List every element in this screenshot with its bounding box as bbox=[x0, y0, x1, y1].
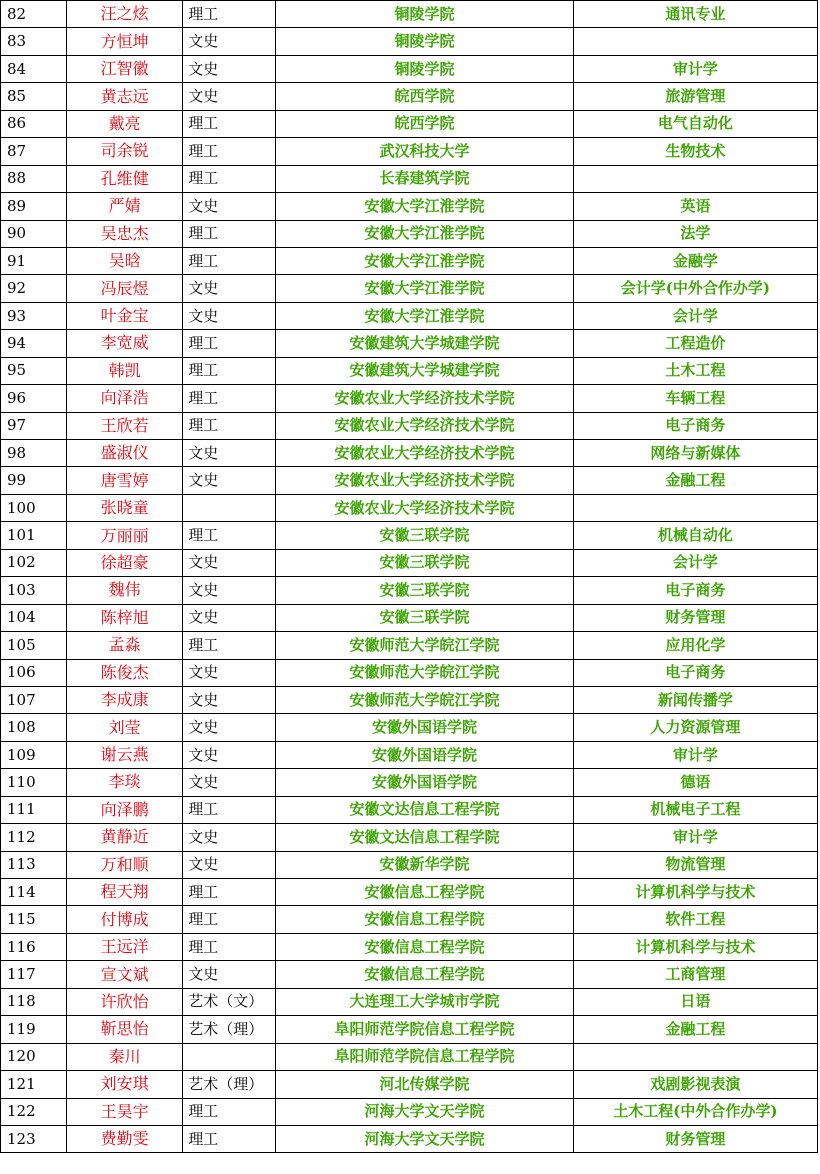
row-number-cell: 109 bbox=[1, 741, 67, 768]
subject-category-cell: 文史 bbox=[183, 769, 276, 796]
student-name-cell: 汪之炫 bbox=[67, 1, 183, 28]
admitted-school-cell: 安徽建筑大学城建学院 bbox=[276, 357, 573, 384]
subject-category-cell bbox=[183, 494, 276, 521]
admitted-school-cell: 安徽大学江淮学院 bbox=[276, 193, 573, 220]
student-name-cell: 费勤雯 bbox=[67, 1125, 183, 1152]
row-number-cell: 93 bbox=[1, 302, 67, 329]
row-number-cell: 88 bbox=[1, 165, 67, 192]
row-number-cell: 104 bbox=[1, 604, 67, 631]
table-row bbox=[1, 632, 818, 659]
admitted-school-cell: 安徽三联学院 bbox=[276, 604, 573, 631]
student-name-cell: 付博成 bbox=[67, 906, 183, 933]
table-row bbox=[1, 494, 818, 521]
admitted-major-cell: 电子商务 bbox=[573, 577, 817, 604]
student-name-cell: 司余锐 bbox=[67, 138, 183, 165]
row-number-cell: 106 bbox=[1, 659, 67, 686]
table-row bbox=[1, 275, 818, 302]
subject-category-cell: 理工 bbox=[183, 522, 276, 549]
row-number-cell: 101 bbox=[1, 522, 67, 549]
row-number-cell: 87 bbox=[1, 138, 67, 165]
subject-category-cell: 艺术（文） bbox=[183, 988, 276, 1015]
subject-category-cell: 理工 bbox=[183, 1098, 276, 1125]
subject-category-cell: 理工 bbox=[183, 632, 276, 659]
admitted-school-cell: 安徽文达信息工程学院 bbox=[276, 796, 573, 823]
admitted-school-cell: 安徽信息工程学院 bbox=[276, 906, 573, 933]
student-name-cell: 谢云燕 bbox=[67, 741, 183, 768]
table-row bbox=[1, 440, 818, 467]
row-number-cell: 84 bbox=[1, 55, 67, 82]
admitted-school-cell: 安徽农业大学经济技术学院 bbox=[276, 494, 573, 521]
row-number-cell: 114 bbox=[1, 879, 67, 906]
row-number-cell: 122 bbox=[1, 1098, 67, 1125]
student-name-cell: 吴晗 bbox=[67, 247, 183, 274]
table-row bbox=[1, 824, 818, 851]
student-name-cell: 盛淑仪 bbox=[67, 440, 183, 467]
row-number-cell: 96 bbox=[1, 385, 67, 412]
admitted-major-cell: 金融工程 bbox=[573, 1016, 817, 1043]
subject-category-cell: 文史 bbox=[183, 302, 276, 329]
admitted-major-cell: 旅游管理 bbox=[573, 83, 817, 110]
admitted-major-cell: 法学 bbox=[573, 220, 817, 247]
table-row bbox=[1, 906, 818, 933]
admitted-major-cell: 土木工程 bbox=[573, 357, 817, 384]
admitted-major-cell: 机械电子工程 bbox=[573, 796, 817, 823]
admitted-major-cell: 金融学 bbox=[573, 247, 817, 274]
admitted-major-cell: 审计学 bbox=[573, 824, 817, 851]
admitted-major-cell: 新闻传播学 bbox=[573, 686, 817, 713]
student-name-cell: 王欣若 bbox=[67, 412, 183, 439]
subject-category-cell: 理工 bbox=[183, 330, 276, 357]
row-number-cell: 119 bbox=[1, 1016, 67, 1043]
subject-category-cell: 理工 bbox=[183, 879, 276, 906]
admitted-school-cell: 安徽三联学院 bbox=[276, 522, 573, 549]
subject-category-cell: 理工 bbox=[183, 1125, 276, 1152]
admitted-major-cell: 土木工程(中外合作办学) bbox=[573, 1098, 817, 1125]
student-name-cell: 万丽丽 bbox=[67, 522, 183, 549]
student-name-cell: 李琰 bbox=[67, 769, 183, 796]
admitted-major-cell: 会计学(中外合作办学) bbox=[573, 275, 817, 302]
row-number-cell: 108 bbox=[1, 714, 67, 741]
row-number-cell: 92 bbox=[1, 275, 67, 302]
admitted-school-cell: 安徽建筑大学城建学院 bbox=[276, 330, 573, 357]
admitted-school-cell: 安徽大学江淮学院 bbox=[276, 247, 573, 274]
admitted-major-cell: 软件工程 bbox=[573, 906, 817, 933]
admitted-school-cell: 安徽师范大学皖江学院 bbox=[276, 632, 573, 659]
admitted-major-cell: 会计学 bbox=[573, 549, 817, 576]
admitted-major-cell: 应用化学 bbox=[573, 632, 817, 659]
table-row bbox=[1, 1, 818, 28]
row-number-cell: 85 bbox=[1, 83, 67, 110]
subject-category-cell: 艺术（理） bbox=[183, 1016, 276, 1043]
student-name-cell: 韩凯 bbox=[67, 357, 183, 384]
student-name-cell: 陈俊杰 bbox=[67, 659, 183, 686]
row-number-cell: 105 bbox=[1, 632, 67, 659]
student-name-cell: 许欣怡 bbox=[67, 988, 183, 1015]
row-number-cell: 117 bbox=[1, 961, 67, 988]
row-number-cell: 123 bbox=[1, 1125, 67, 1152]
table-row bbox=[1, 769, 818, 796]
table-body bbox=[1, 1, 818, 1153]
table-row bbox=[1, 1098, 818, 1125]
row-number-cell: 83 bbox=[1, 28, 67, 55]
admitted-school-cell: 铜陵学院 bbox=[276, 1, 573, 28]
table-row bbox=[1, 247, 818, 274]
table-row bbox=[1, 522, 818, 549]
table-row bbox=[1, 357, 818, 384]
row-number-cell: 86 bbox=[1, 110, 67, 137]
admitted-major-cell: 财务管理 bbox=[573, 604, 817, 631]
admitted-school-cell: 安徽师范大学皖江学院 bbox=[276, 686, 573, 713]
subject-category-cell: 理工 bbox=[183, 165, 276, 192]
table-row bbox=[1, 1016, 818, 1043]
subject-category-cell: 理工 bbox=[183, 796, 276, 823]
admitted-school-cell: 安徽大学江淮学院 bbox=[276, 302, 573, 329]
student-name-cell: 叶金宝 bbox=[67, 302, 183, 329]
admitted-school-cell: 安徽文达信息工程学院 bbox=[276, 824, 573, 851]
student-name-cell: 向泽浩 bbox=[67, 385, 183, 412]
student-name-cell: 程天翔 bbox=[67, 879, 183, 906]
admitted-major-cell bbox=[573, 1043, 817, 1070]
admitted-major-cell: 生物技术 bbox=[573, 138, 817, 165]
student-name-cell: 秦川 bbox=[67, 1043, 183, 1070]
table-row bbox=[1, 28, 818, 55]
row-number-cell: 90 bbox=[1, 220, 67, 247]
subject-category-cell: 理工 bbox=[183, 906, 276, 933]
row-number-cell: 118 bbox=[1, 988, 67, 1015]
table-row bbox=[1, 138, 818, 165]
subject-category-cell: 文史 bbox=[183, 440, 276, 467]
subject-category-cell: 文史 bbox=[183, 961, 276, 988]
admitted-major-cell: 人力资源管理 bbox=[573, 714, 817, 741]
admitted-major-cell: 车辆工程 bbox=[573, 385, 817, 412]
row-number-cell: 121 bbox=[1, 1071, 67, 1098]
subject-category-cell: 文史 bbox=[183, 714, 276, 741]
subject-category-cell: 文史 bbox=[183, 549, 276, 576]
subject-category-cell: 文史 bbox=[183, 83, 276, 110]
student-name-cell: 徐超豪 bbox=[67, 549, 183, 576]
student-name-cell: 孔维健 bbox=[67, 165, 183, 192]
admitted-school-cell: 铜陵学院 bbox=[276, 55, 573, 82]
admitted-school-cell: 安徽信息工程学院 bbox=[276, 879, 573, 906]
row-number-cell: 99 bbox=[1, 467, 67, 494]
subject-category-cell: 理工 bbox=[183, 247, 276, 274]
student-name-cell: 张晓童 bbox=[67, 494, 183, 521]
table-row bbox=[1, 165, 818, 192]
admitted-major-cell: 通讯专业 bbox=[573, 1, 817, 28]
admitted-major-cell: 计算机科学与技术 bbox=[573, 933, 817, 960]
row-number-cell: 82 bbox=[1, 1, 67, 28]
admitted-school-cell: 安徽外国语学院 bbox=[276, 741, 573, 768]
subject-category-cell: 文史 bbox=[183, 659, 276, 686]
admitted-school-cell: 安徽信息工程学院 bbox=[276, 933, 573, 960]
admitted-school-cell: 安徽外国语学院 bbox=[276, 769, 573, 796]
student-name-cell: 李宽威 bbox=[67, 330, 183, 357]
student-name-cell: 冯辰煜 bbox=[67, 275, 183, 302]
table-row bbox=[1, 220, 818, 247]
student-name-cell: 刘安琪 bbox=[67, 1071, 183, 1098]
table-row bbox=[1, 467, 818, 494]
student-name-cell: 严婧 bbox=[67, 193, 183, 220]
subject-category-cell: 文史 bbox=[183, 824, 276, 851]
table-row bbox=[1, 330, 818, 357]
row-number-cell: 120 bbox=[1, 1043, 67, 1070]
student-name-cell: 吴忠杰 bbox=[67, 220, 183, 247]
student-name-cell: 黄志远 bbox=[67, 83, 183, 110]
admitted-major-cell: 日语 bbox=[573, 988, 817, 1015]
admitted-school-cell: 大连理工大学城市学院 bbox=[276, 988, 573, 1015]
table-row bbox=[1, 549, 818, 576]
table-row bbox=[1, 933, 818, 960]
admitted-major-cell: 审计学 bbox=[573, 741, 817, 768]
subject-category-cell: 文史 bbox=[183, 851, 276, 878]
subject-category-cell: 文史 bbox=[183, 55, 276, 82]
admitted-major-cell: 金融工程 bbox=[573, 467, 817, 494]
admitted-school-cell: 安徽大学江淮学院 bbox=[276, 220, 573, 247]
admitted-school-cell: 河海大学文天学院 bbox=[276, 1098, 573, 1125]
admitted-major-cell: 财务管理 bbox=[573, 1125, 817, 1152]
admitted-major-cell: 会计学 bbox=[573, 302, 817, 329]
table-row bbox=[1, 110, 818, 137]
table-row bbox=[1, 1043, 818, 1070]
subject-category-cell: 文史 bbox=[183, 686, 276, 713]
admitted-major-cell bbox=[573, 28, 817, 55]
subject-category-cell: 文史 bbox=[183, 28, 276, 55]
subject-category-cell: 理工 bbox=[183, 220, 276, 247]
admitted-major-cell: 电子商务 bbox=[573, 412, 817, 439]
table-row bbox=[1, 879, 818, 906]
table-row bbox=[1, 412, 818, 439]
table-row bbox=[1, 686, 818, 713]
admitted-major-cell: 计算机科学与技术 bbox=[573, 879, 817, 906]
student-name-cell: 王昊宇 bbox=[67, 1098, 183, 1125]
table-row bbox=[1, 55, 818, 82]
row-number-cell: 103 bbox=[1, 577, 67, 604]
student-name-cell: 靳思怡 bbox=[67, 1016, 183, 1043]
subject-category-cell: 文史 bbox=[183, 741, 276, 768]
row-number-cell: 112 bbox=[1, 824, 67, 851]
admitted-school-cell: 安徽外国语学院 bbox=[276, 714, 573, 741]
student-name-cell: 戴亮 bbox=[67, 110, 183, 137]
admitted-major-cell bbox=[573, 165, 817, 192]
admitted-school-cell: 安徽师范大学皖江学院 bbox=[276, 659, 573, 686]
student-name-cell: 魏伟 bbox=[67, 577, 183, 604]
admitted-school-cell: 安徽农业大学经济技术学院 bbox=[276, 385, 573, 412]
row-number-cell: 107 bbox=[1, 686, 67, 713]
table-row bbox=[1, 604, 818, 631]
subject-category-cell bbox=[183, 1043, 276, 1070]
row-number-cell: 89 bbox=[1, 193, 67, 220]
subject-category-cell: 理工 bbox=[183, 1, 276, 28]
row-number-cell: 100 bbox=[1, 494, 67, 521]
admitted-school-cell: 长春建筑学院 bbox=[276, 165, 573, 192]
subject-category-cell: 文史 bbox=[183, 193, 276, 220]
student-name-cell: 李成康 bbox=[67, 686, 183, 713]
admitted-school-cell: 河北传媒学院 bbox=[276, 1071, 573, 1098]
subject-category-cell: 理工 bbox=[183, 357, 276, 384]
admitted-major-cell: 德语 bbox=[573, 769, 817, 796]
subject-category-cell: 文史 bbox=[183, 577, 276, 604]
row-number-cell: 97 bbox=[1, 412, 67, 439]
table-row bbox=[1, 988, 818, 1015]
subject-category-cell: 文史 bbox=[183, 604, 276, 631]
admitted-school-cell: 铜陵学院 bbox=[276, 28, 573, 55]
row-number-cell: 113 bbox=[1, 851, 67, 878]
row-number-cell: 116 bbox=[1, 933, 67, 960]
student-name-cell: 孟淼 bbox=[67, 632, 183, 659]
row-number-cell: 102 bbox=[1, 549, 67, 576]
student-name-cell: 王远洋 bbox=[67, 933, 183, 960]
table-row bbox=[1, 1071, 818, 1098]
row-number-cell: 115 bbox=[1, 906, 67, 933]
admitted-major-cell: 英语 bbox=[573, 193, 817, 220]
subject-category-cell: 理工 bbox=[183, 933, 276, 960]
student-name-cell: 方恒坤 bbox=[67, 28, 183, 55]
student-name-cell: 万和顺 bbox=[67, 851, 183, 878]
admitted-school-cell: 安徽农业大学经济技术学院 bbox=[276, 412, 573, 439]
admitted-school-cell: 阜阳师范学院信息工程学院 bbox=[276, 1016, 573, 1043]
admitted-major-cell: 审计学 bbox=[573, 55, 817, 82]
table-row bbox=[1, 851, 818, 878]
admitted-school-cell: 安徽大学江淮学院 bbox=[276, 275, 573, 302]
subject-category-cell: 理工 bbox=[183, 385, 276, 412]
student-name-cell: 向泽鹏 bbox=[67, 796, 183, 823]
row-number-cell: 110 bbox=[1, 769, 67, 796]
row-number-cell: 98 bbox=[1, 440, 67, 467]
subject-category-cell: 理工 bbox=[183, 110, 276, 137]
table-row bbox=[1, 961, 818, 988]
admitted-school-cell: 武汉科技大学 bbox=[276, 138, 573, 165]
row-number-cell: 111 bbox=[1, 796, 67, 823]
subject-category-cell: 艺术（理） bbox=[183, 1071, 276, 1098]
student-name-cell: 唐雪婷 bbox=[67, 467, 183, 494]
admitted-major-cell: 工商管理 bbox=[573, 961, 817, 988]
table-row bbox=[1, 193, 818, 220]
subject-category-cell: 文史 bbox=[183, 467, 276, 494]
admitted-major-cell: 电气自动化 bbox=[573, 110, 817, 137]
admitted-school-cell: 皖西学院 bbox=[276, 83, 573, 110]
admitted-school-cell: 安徽三联学院 bbox=[276, 577, 573, 604]
admitted-school-cell: 阜阳师范学院信息工程学院 bbox=[276, 1043, 573, 1070]
table-row bbox=[1, 714, 818, 741]
table-row bbox=[1, 302, 818, 329]
table-row bbox=[1, 577, 818, 604]
table-row bbox=[1, 1125, 818, 1152]
admitted-school-cell: 安徽农业大学经济技术学院 bbox=[276, 440, 573, 467]
student-name-cell: 陈梓旭 bbox=[67, 604, 183, 631]
row-number-cell: 95 bbox=[1, 357, 67, 384]
table-row bbox=[1, 741, 818, 768]
table-row bbox=[1, 385, 818, 412]
student-name-cell: 宣文斌 bbox=[67, 961, 183, 988]
admitted-major-cell bbox=[573, 494, 817, 521]
student-name-cell: 黄静近 bbox=[67, 824, 183, 851]
row-number-cell: 94 bbox=[1, 330, 67, 357]
admitted-major-cell: 物流管理 bbox=[573, 851, 817, 878]
admitted-school-cell: 河海大学文天学院 bbox=[276, 1125, 573, 1152]
admitted-school-cell: 安徽农业大学经济技术学院 bbox=[276, 467, 573, 494]
admitted-school-cell: 安徽信息工程学院 bbox=[276, 961, 573, 988]
table-row bbox=[1, 83, 818, 110]
row-number-cell: 91 bbox=[1, 247, 67, 274]
admitted-major-cell: 机械自动化 bbox=[573, 522, 817, 549]
subject-category-cell: 理工 bbox=[183, 138, 276, 165]
subject-category-cell: 文史 bbox=[183, 275, 276, 302]
admitted-school-cell: 皖西学院 bbox=[276, 110, 573, 137]
admitted-major-cell: 电子商务 bbox=[573, 659, 817, 686]
admitted-major-cell: 戏剧影视表演 bbox=[573, 1071, 817, 1098]
subject-category-cell: 理工 bbox=[183, 412, 276, 439]
student-name-cell: 江智徽 bbox=[67, 55, 183, 82]
admitted-school-cell: 安徽三联学院 bbox=[276, 549, 573, 576]
table-row bbox=[1, 796, 818, 823]
table-row bbox=[1, 659, 818, 686]
admitted-major-cell: 网络与新媒体 bbox=[573, 440, 817, 467]
admitted-major-cell: 工程造价 bbox=[573, 330, 817, 357]
student-name-cell: 刘莹 bbox=[67, 714, 183, 741]
admitted-school-cell: 安徽新华学院 bbox=[276, 851, 573, 878]
